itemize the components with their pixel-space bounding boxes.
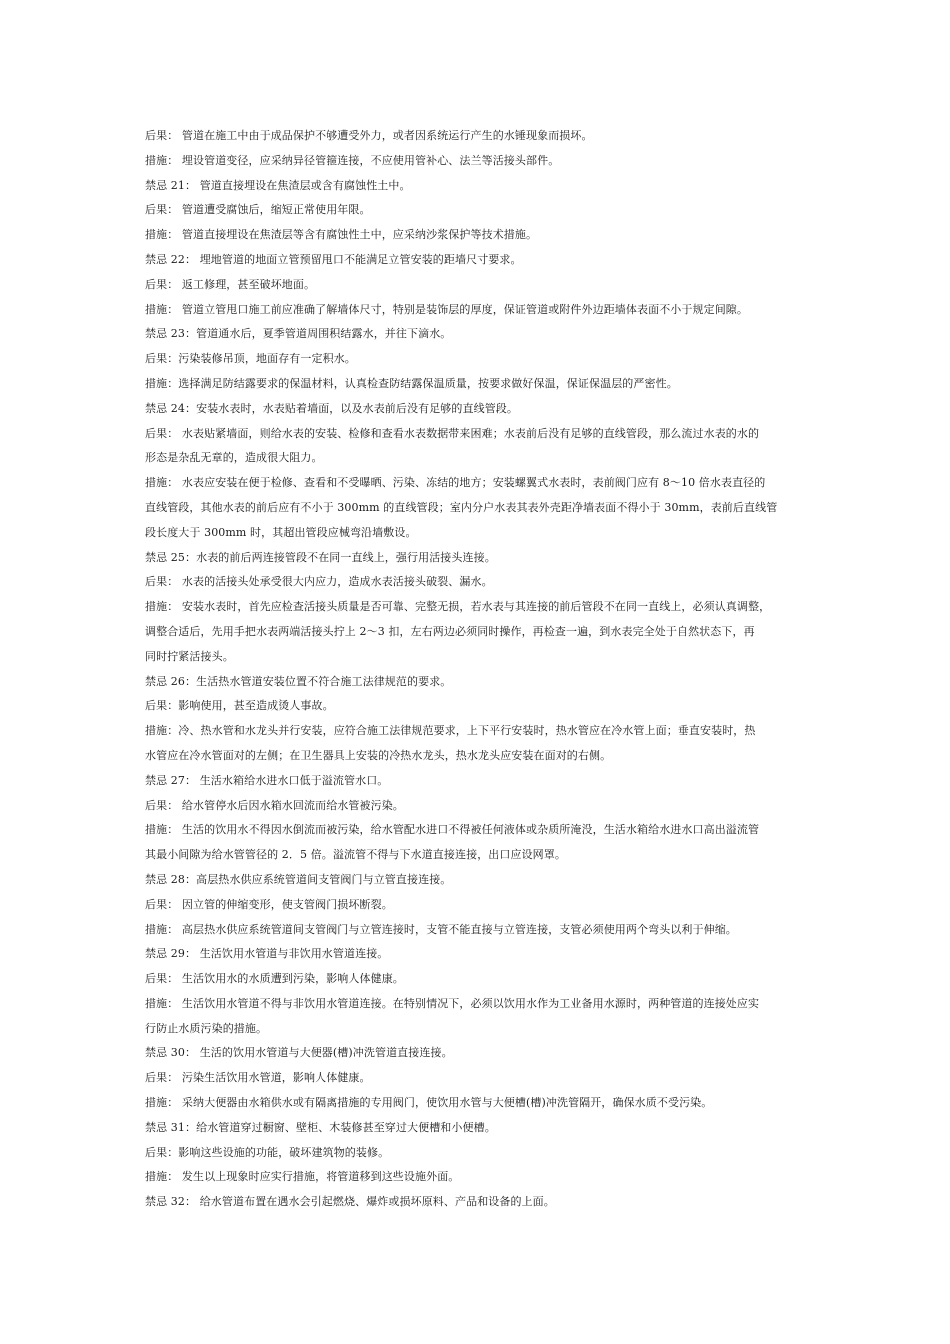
text-line: 措施：冷、热水管和水龙头并行安装，应符合施工法律规范要求，上下平行安装时，热水管应在冷水管上面；垂直安装时，热 — [145, 724, 756, 738]
text-line: 直线管段，其他水表的前后应有不小于 300mm 的直线管段；室内分户水表其表外壳距净墙表面不得小于 30mm，表前后直线管 — [145, 500, 778, 514]
text-line: 行防止水质污染的措施。 — [145, 1021, 268, 1035]
text-line: 禁忌 22： 埋地管道的地面立管预留甩口不能满足立管安装的距墙尺寸要求。 — [145, 252, 522, 266]
text-line: 措施： 高层热水供应系统管道间支管阀门与立管连接时，支管不能直接与立管连接，支管必须使用两个弯头以利于伸缩。 — [145, 922, 737, 936]
text-line: 后果： 水表的活接头处承受很大内应力，造成水表活接头破裂、漏水。 — [145, 575, 493, 589]
text-line: 禁忌 32： 给水管道布置在遇水会引起燃烧、爆炸或损坏原料、产品和设备的上面。 — [145, 1195, 555, 1209]
text-line: 禁忌 24：安装水表时，水表贴着墙面，以及水表前后没有足够的直线管段。 — [145, 401, 518, 415]
text-line: 同时拧紧活接头。 — [145, 649, 234, 663]
text-line: 措施： 生活的饮用水不得因水倒流而被污染，给水管配水进口不得被任何液体或杂质所淹没，生活水箱给水进水口高出溢流管 — [145, 823, 760, 837]
text-line: 措施： 水表应安装在便于检修、查看和不受曝晒、污染、冻结的地方；安装螺翼式水表时，表前阀门应有 8～10 倍水表直径的 — [145, 476, 766, 490]
text-line: 后果： 返工修理，甚至破坏地面。 — [145, 277, 316, 291]
text-line: 禁忌 26：生活热水管道安装位置不符合施工法律规范的要求。 — [145, 674, 452, 688]
text-line: 后果： 管道在施工中由于成品保护不够遭受外力，或者因系统运行产生的水锤现象而损坏。 — [145, 129, 593, 142]
text-line: 禁忌 30： 生活的饮用水管道与大便器(槽)冲洗管道直接连接。 — [145, 1046, 453, 1060]
text-line: 禁忌 29： 生活饮用水管道与非饮用水管道连接。 — [145, 947, 389, 961]
text-line: 禁忌 23：管道通水后，夏季管道周围积结露水，并往下滴水。 — [145, 327, 452, 341]
text-line: 措施： 埋设管道变径，应采纳异径管箍连接，不应使用管补心、法兰等活接头部件。 — [145, 153, 560, 167]
text-line: 调整合适后，先用手把水表两端活接头拧上 2～3 扣，左右两边必须同时操作，再检查一遍，到水表完全处于自然状态下，再 — [145, 624, 755, 638]
text-line: 禁忌 31：给水管道穿过橱窗、壁柜、木装修甚至穿过大便槽和小便槽。 — [145, 1120, 496, 1134]
text-line: 后果： 管道遭受腐蚀后，缩短正常使用年限。 — [145, 203, 371, 217]
text-line: 形态是杂乱无章的，造成很大阻力。 — [145, 451, 323, 465]
text-line: 禁忌 27： 生活水箱给水进水口低于溢流管水口。 — [145, 773, 389, 787]
text-line: 后果： 污染生活饮用水管道，影响人体健康。 — [145, 1071, 371, 1085]
text-line: 措施： 采纳大便器由水箱供水或有隔离措施的专用阀门，使饮用水管与大便槽(槽)冲洗管隔开，确保水质不受污染。 — [145, 1096, 713, 1110]
text-line: 禁忌 25：水表的前后两连接管段不在同一直线上，强行用活接头连接。 — [145, 550, 496, 564]
text-line: 措施： 管道立管甩口施工前应准确了解墙体尺寸，特别是装饰层的厚度，保证管道或附件外边距墙体表面不小于规定间隙。 — [145, 302, 748, 316]
text-line: 后果： 给水管停水后因水箱水回流而给水管被污染。 — [145, 798, 404, 812]
document-body — [145, 124, 813, 1215]
text-line: 措施： 生活饮用水管道不得与非饮用水管道连接。在特别情况下，必须以饮用水作为工业备用水源时，两种管道的连接处应实 — [145, 996, 760, 1010]
text-line: 后果：污染装修吊顶，地面存有一定积水。 — [145, 352, 356, 366]
text-line: 后果： 因立管的伸缩变形，使支管阀门损坏断裂。 — [145, 897, 393, 911]
text-line: 措施： 管道直接埋设在焦渣层等含有腐蚀性土中，应采纳沙浆保护等技术措施。 — [145, 228, 538, 242]
text-line: 措施：选择满足防结露要求的保温材料，认真检查防结露保温质量，按要求做好保温，保证保温层的严密性。 — [145, 376, 678, 390]
text-line: 水管应在冷水管面对的左侧；在卫生器具上安装的冷热水龙头，热水龙头应安装在面对的右侧。 — [145, 748, 612, 762]
text-line: 措施： 发生以上现象时应实行措施，将管道移到这些设施外面。 — [145, 1170, 460, 1184]
text-line: 后果：影响使用，甚至造成烫人事故。 — [145, 699, 334, 713]
text-line: 禁忌 28：高层热水供应系统管道间支管阀门与立管直接连接。 — [145, 872, 452, 886]
text-line: 后果： 水表贴紧墙面，则给水表的安装、检修和查看水表数据带来困难；水表前后没有足够的直线管段，那么流过水表的水的 — [145, 426, 760, 440]
text-line: 段长度大于 300mm 时，其超出管段应械弯沿墙敷设。 — [145, 525, 417, 539]
text-line: 措施： 安装水表时，首先应检查活接头质量是否可靠、完整无损，若水表与其连接的前后管段不在同一直线上，必须认真调整， — [145, 600, 771, 614]
text-line: 后果：影响这些设施的功能，破坏建筑物的装修。 — [145, 1145, 390, 1159]
text-line: 禁忌 21： 管道直接埋设在焦渣层或含有腐蚀性土中。 — [145, 178, 411, 192]
text-line: 后果： 生活饮用水的水质遭到污染，影响人体健康。 — [145, 972, 404, 986]
text-line: 其最小间隙为给水管管径的 2．5 倍。溢流管不得与下水道直接连接，出口应设网罩。 — [145, 848, 566, 862]
